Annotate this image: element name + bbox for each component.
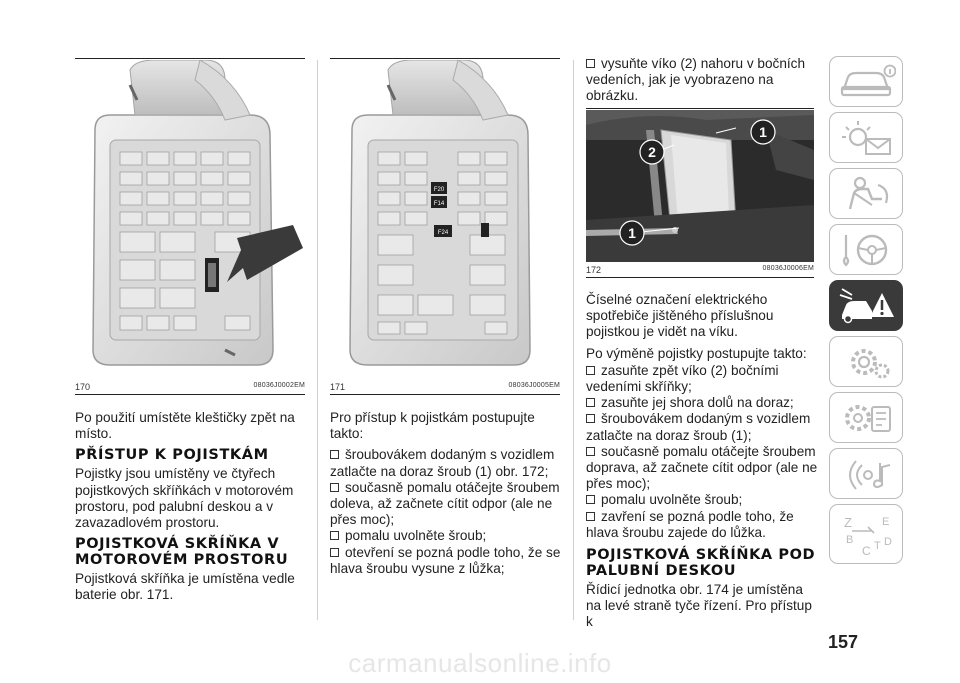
list-item: [586, 395, 821, 411]
list-item: [330, 545, 565, 577]
technical-data-icon: [838, 399, 896, 437]
checkbox-bullet-icon: [586, 414, 595, 423]
list-item-text: šroubovákem dodaným s vozidlem zatlačte na doraz šroub (1);: [586, 411, 811, 443]
list-item: [586, 56, 818, 105]
multimedia-icon: [838, 455, 896, 493]
section-heading: POJISTKOVÁ SKŘÍŇKA POD PALUBNÍ DESKOU: [586, 547, 816, 580]
index-letter: B: [846, 534, 854, 546]
index-letter: D: [884, 536, 892, 548]
checkbox-bullet-icon: [586, 512, 595, 521]
index-letter: E: [882, 516, 890, 528]
paragraph: Pojistky jsou umístěny ve čtyřech pojistkových skříňkách v motorovém prostoru, pod palubní deskou a v zavazadlovém prostoru.: [75, 466, 294, 531]
tab-car-info[interactable]: [829, 56, 903, 107]
list-item: [586, 444, 821, 493]
list-item: [330, 447, 565, 479]
fuse-label-f14: F14: [433, 201, 445, 207]
checkbox-bullet-icon: [330, 450, 339, 459]
paragraph: Po výměně pojistky postupujte takto:: [586, 345, 807, 361]
paragraph: Po použití umístěte kleštičky zpět na místo.: [75, 410, 295, 442]
index-letter: Z: [844, 515, 852, 530]
safety-icon: [838, 175, 896, 213]
figure-172-caption: [586, 265, 814, 275]
paragraph: Číselné označení elektrického spotřebiče jištěného příslušnou pojistkou je vidět na víku.: [586, 292, 774, 340]
fuse-label-f20: F20: [433, 187, 445, 193]
list-item: [586, 509, 821, 541]
list-item-text: zasuňte jej shora dolů na doraz;: [601, 395, 794, 411]
checkbox-bullet-icon: [330, 483, 339, 492]
paragraph: Řídicí jednotka obr. 174 je umístěna na levé straně tyče řízení. Pro přístup k: [586, 582, 812, 630]
figure-170-caption: [75, 382, 305, 392]
list-item-text: zavření se pozná podle toho, že hlava šroubu zajede do lůžka.: [586, 508, 794, 540]
list-item: [586, 363, 821, 395]
list-item: [586, 411, 821, 443]
fuse-label-f24: F24: [437, 230, 449, 236]
list-item-text: současně pomalu otáčejte šroubem doleva, až začnete cítit odpor (ale ne přes moc);: [330, 479, 560, 528]
list-item-text: vysuňte víko (2) nahoru v bočních vedeních, jak je vyobrazeno na obrázku.: [586, 56, 806, 104]
page-number: 157: [828, 632, 859, 652]
figure-code: 08036J0005EM: [508, 382, 560, 389]
checkbox-bullet-icon: [586, 495, 595, 504]
figure-code: 08036J0006EM: [762, 265, 814, 272]
col3-top-rule: [586, 108, 814, 109]
col2-top-rule: [330, 58, 560, 59]
figure-number: 172: [586, 265, 602, 275]
paragraph: Pro přístup k pojistkám postupujte takto:: [330, 410, 535, 442]
checkbox-bullet-icon: [586, 398, 595, 407]
col3-text: [586, 292, 821, 636]
emergency-icon: [838, 287, 896, 325]
figure-170: [75, 60, 305, 378]
paragraph: Pojistková skříňka je umístěna vedle baterie obr. 171.: [75, 571, 295, 603]
list-item: [330, 480, 565, 529]
figure-172: [586, 110, 814, 262]
fuse-box-engine-illustration: [75, 60, 305, 378]
fuse-box-layout-illustration: [330, 60, 560, 378]
tab-technical-data[interactable]: [829, 392, 903, 443]
callout-number: 1: [628, 225, 636, 241]
list-item-text: otevření se pozná podle toho, že se hlava šroubu vysune z lůžka;: [330, 544, 561, 576]
tab-emergency[interactable]: [829, 280, 903, 331]
checkbox-bullet-icon: [330, 531, 339, 540]
index-letter: T: [874, 540, 881, 552]
checkbox-bullet-icon: [586, 447, 595, 456]
list-item-text: současně pomalu otáčejte šroubem doprava, až začnete cítit odpor (ale ne přes moc);: [586, 443, 818, 492]
col1-top-rule: [75, 58, 305, 59]
tab-safety[interactable]: [829, 168, 903, 219]
footer-watermark: carmanualsonline.info: [348, 648, 612, 678]
callout-number: 2: [648, 144, 656, 160]
figure-code: 08036J0002EM: [253, 382, 305, 389]
figure-171: [330, 60, 560, 378]
list-item-text: zasuňte zpět víko (2) bočními vedeními skříňky;: [586, 362, 779, 395]
figure-171-caption: [330, 382, 560, 392]
list-item-text: pomalu uvolněte šroub;: [345, 528, 487, 544]
index-icon: [838, 511, 896, 559]
index-letter: C: [862, 544, 871, 558]
section-heading: PŘÍSTUP K POJISTKÁM: [75, 447, 269, 464]
figure-number: 170: [75, 382, 91, 392]
col3-top-text: [586, 56, 818, 105]
section-heading: POJISTKOVÁ SKŘÍŇKA V MOTOROVÉM PROSTORU: [75, 536, 289, 569]
driving-icon: [838, 231, 896, 269]
tab-multimedia[interactable]: [829, 448, 903, 499]
col1-text: [75, 410, 307, 609]
list-item: [330, 528, 565, 544]
column-divider: [317, 60, 318, 620]
car-info-icon: [838, 63, 896, 101]
list-item-text: šroubovákem dodaným s vozidlem zatlačte na doraz šroub (1) obr. 172;: [330, 447, 555, 479]
list-item: [586, 492, 821, 508]
col3-caption-rule: [586, 277, 814, 278]
column-divider: [573, 60, 574, 620]
checkbox-bullet-icon: [586, 59, 595, 68]
checkbox-bullet-icon: [330, 548, 339, 557]
col2-text: [330, 410, 565, 577]
figure-number: 171: [330, 382, 346, 392]
tab-index[interactable]: [829, 504, 903, 564]
col1-caption-rule: [75, 394, 305, 395]
maintenance-icon: [838, 343, 896, 381]
tab-warning-lights[interactable]: [829, 112, 903, 163]
list-item-text: pomalu uvolněte šroub;: [601, 492, 743, 508]
fuse-box-cover-photo: [586, 110, 814, 262]
tab-maintenance[interactable]: [829, 336, 903, 387]
warning-lights-icon: [838, 119, 896, 157]
callout-number: 1: [759, 124, 767, 140]
tab-driving[interactable]: [829, 224, 903, 275]
checkbox-bullet-icon: [586, 366, 595, 375]
col2-caption-rule: [330, 394, 560, 395]
